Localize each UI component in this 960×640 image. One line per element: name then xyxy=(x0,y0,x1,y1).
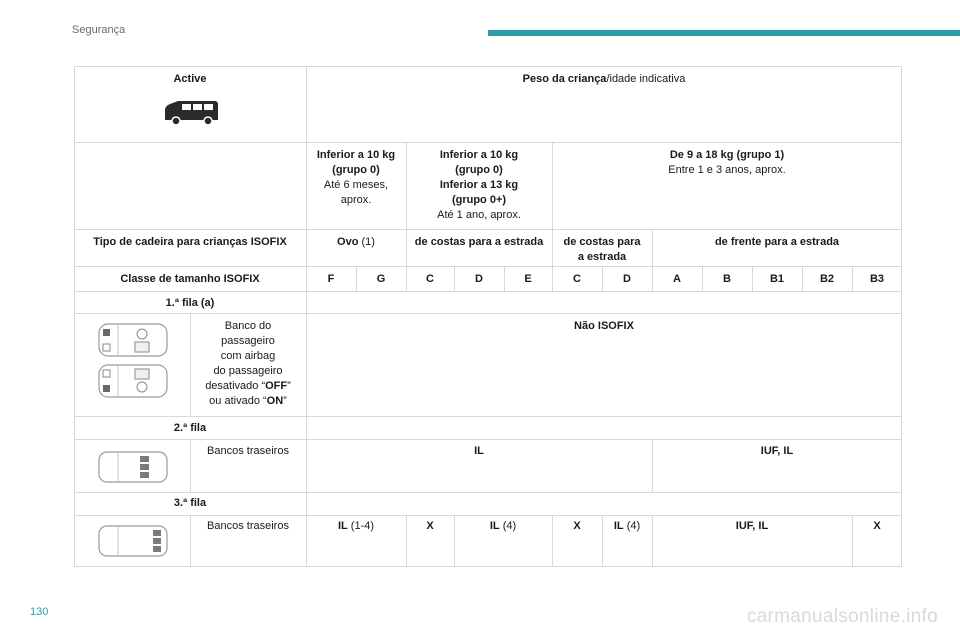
row3-value: IL (1-4) xyxy=(337,520,375,532)
size-label: Classe de tamanho ISOFIX xyxy=(120,273,260,285)
section-title: Segurança xyxy=(72,24,126,36)
row1-seat-description: Banco do passageiro com airbag do passageiro desativado “OFF” ou ativado “ON” xyxy=(205,320,291,407)
row3-value: IL (4) xyxy=(613,520,641,532)
front-passenger-seat-icon xyxy=(98,363,168,399)
size-class: B2 xyxy=(819,273,835,285)
row3-value: X xyxy=(873,520,881,532)
row3-value: X xyxy=(426,520,434,532)
size-class: D xyxy=(623,273,631,285)
size-class: D xyxy=(475,273,483,285)
size-class: A xyxy=(673,273,681,285)
weight-header: Peso da criança/idade indicativa xyxy=(522,73,686,85)
size-class: G xyxy=(376,273,386,285)
row2-value-il: IL xyxy=(474,445,484,457)
active-label: Active xyxy=(173,73,207,85)
second-row-seat-icon xyxy=(98,450,168,484)
row3-value: X xyxy=(573,520,581,532)
size-class: C xyxy=(426,273,434,285)
type-label: Tipo de cadeira para crianças ISOFIX xyxy=(93,236,287,248)
row1-label: 1.ª fila (a) xyxy=(165,297,215,309)
group-0-cell: Inferior a 10 kg (grupo 0) Até 6 meses, aprox. xyxy=(316,149,396,206)
row2-seat-description: Bancos traseiros xyxy=(207,445,289,457)
row3-value: IUF, IL xyxy=(735,520,769,532)
type-rear-facing-2: de costas para a estrada xyxy=(563,236,641,263)
group-0plus-cell: Inferior a 10 kg (grupo 0) Inferior a 13 kg (grupo 0+) Até 1 ano, aprox. xyxy=(437,149,521,221)
row3-value: IL (4) xyxy=(489,520,517,532)
row3-label: 3.ª fila xyxy=(173,497,207,509)
third-row-seat-icon xyxy=(98,524,168,558)
row3-seat-description: Bancos traseiros xyxy=(207,520,289,532)
front-passenger-seat-icon xyxy=(98,322,168,358)
size-class: B xyxy=(723,273,731,285)
header-accent-bar xyxy=(488,30,960,36)
group-1-cell: De 9 a 18 kg (grupo 1) Entre 1 e 3 anos, aprox. xyxy=(668,149,786,176)
size-class: B1 xyxy=(769,273,785,285)
size-class: C xyxy=(573,273,581,285)
type-rear-facing-1: de costas para a estrada xyxy=(414,236,544,248)
row1-value: Não ISOFIX xyxy=(574,320,634,332)
size-class: F xyxy=(327,273,335,285)
size-class: B3 xyxy=(869,273,885,285)
row2-value-iuf: IUF, IL xyxy=(760,445,794,457)
type-ovo: Ovo (1) xyxy=(337,236,375,248)
watermark: carmanualsonline.info xyxy=(746,606,938,627)
row2-label: 2.ª fila xyxy=(173,422,207,434)
van-icon xyxy=(162,98,220,128)
type-forward-facing: de frente para a estrada xyxy=(714,236,840,248)
page-number: 130 xyxy=(30,606,49,618)
size-class: E xyxy=(524,273,532,285)
